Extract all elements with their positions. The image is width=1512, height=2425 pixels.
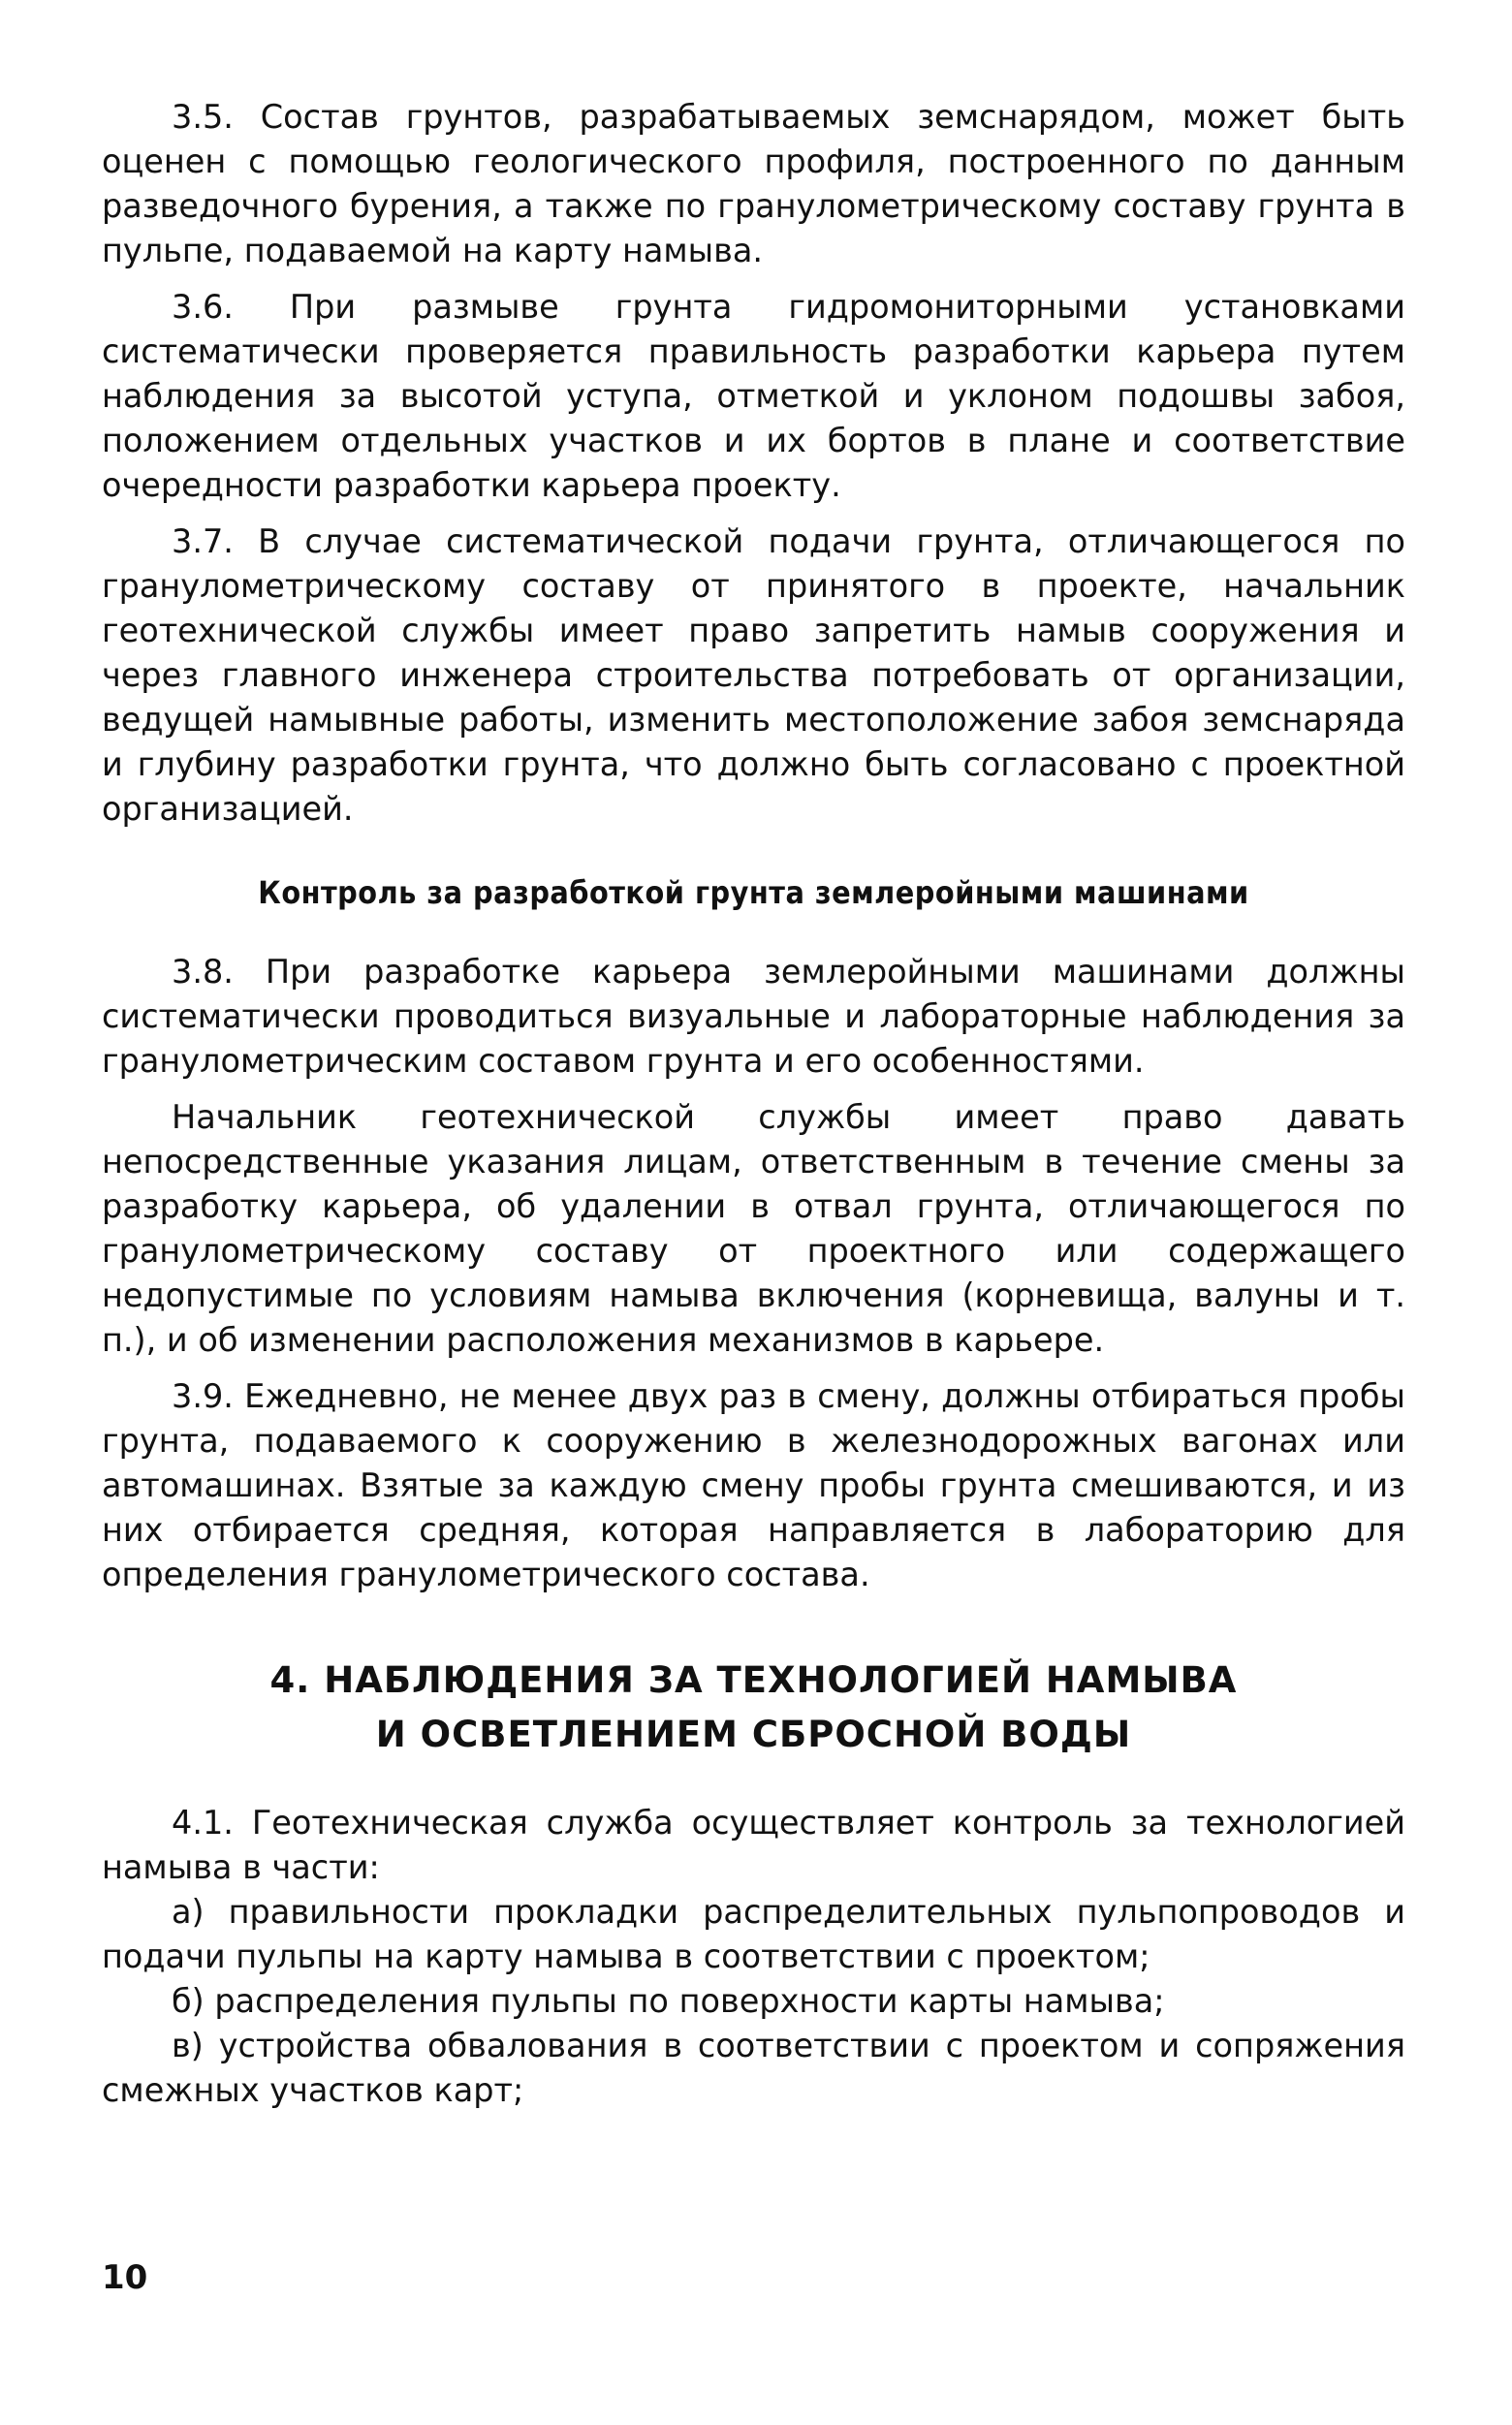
paragraph-3-7: 3.7. В случае систематической подачи грунта, отличающегося по гранулометрическому составу от принятого в проекте, начальник геотехнической службы имеет право запретить намыв сооружения и через главного инженера строительства потребовать от организации, ведущей намывные работы, изменить местоположение забоя земснаряда и глубину разработки грунта, что должно быть согласовано с проектной организацией. (102, 522, 1405, 828)
paragraph-3-8: 3.8. При разработке карьера землеройными машинами должны систематически проводиться визуальные и лабораторные наблюдения за гранулометрическим составом грунта и его особенностями. (102, 953, 1405, 1080)
section-title-line-2: И ОСВЕТЛЕНИЕМ СБРОСНОЙ ВОДЫ (375, 1714, 1132, 1755)
section-title (102, 1653, 1405, 1762)
page-body (102, 95, 1405, 2113)
paragraph-4-1: 4.1. Геотехническая служба осуществляет контроль за технологией намыва в части: (102, 1804, 1405, 1886)
section-title-line-1: 4. НАБЛЮДЕНИЯ ЗА ТЕХНОЛОГИЕЙ НАМЫВА (269, 1659, 1238, 1701)
paragraph-3-5: 3.5. Состав грунтов, разрабатываемых земснарядом, может быть оценен с помощью геологического профиля, построенного по данным разведочного бурения, а также по гранулометрическому составу грунта в пульпе, подаваемой на карту намыва. (102, 98, 1405, 269)
paragraph-supervisor-rights: Начальник геотехнической службы имеет право давать непосредственные указания лицам, ответственным в течение смены за разработку карьера, об удалении в отвал грунта, отличающегося по гранулометрическому составу от проектного или содержащего недопустимые по условиям намыва включения (корневища, валуны и т. п.), и об изменении расположения механизмов в карьере. (102, 1098, 1405, 1359)
paragraph-3-6: 3.6. При размыве грунта гидромониторными установками систематически проверяется правильность разработки карьера путем наблюдения за высотой уступа, отметкой и уклоном подошвы забоя, положением отдельных участков и их бортов в плане и соответствие очередности разработки карьера проекту. (102, 288, 1405, 504)
page-number: 10 (102, 2258, 148, 2297)
paragraph-3-9: 3.9. Ежедневно, не менее двух раз в смену, должны отбираться пробы грунта, подаваемого к сооружению в железнодорожных вагонах или автомашинах. Взятые за каждую смену пробы грунта смешиваются, и из них отбирается средняя, которая направляется в лабораторию для определения гранулометрического состава. (102, 1377, 1405, 1593)
subheading: Контроль за разработкой грунта землеройными машинами (258, 874, 1249, 911)
list-item-b: б) распределения пульпы по поверхности карты намыва; (172, 1982, 1165, 2020)
list-item-v: в) устройства обвалования в соответствии с проектом и сопряжения смежных участков карт; (102, 2027, 1405, 2109)
list-item-a: а) правильности прокладки распределительных пульпопроводов и подачи пульпы на карту намыва в соответствии с проектом; (102, 1893, 1405, 1975)
